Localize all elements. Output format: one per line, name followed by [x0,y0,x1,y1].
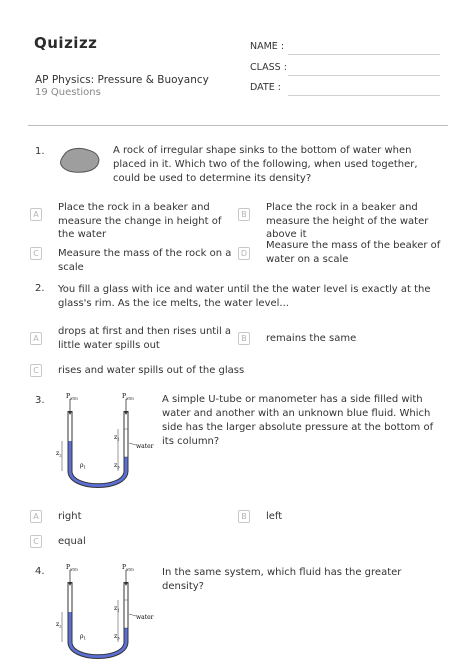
option-c-box[interactable]: C [30,364,42,377]
z2-label: $z_2$ [56,450,62,458]
p-atm-left-label: $P_{atm}$ [66,564,78,572]
z3-label: $z_3$ [114,462,120,470]
question-number: 4. [35,566,45,577]
option-c-box[interactable]: C [30,535,42,548]
option-a-box[interactable]: A [30,510,42,523]
question-text: A simple U-tube or manometer has a side filled with water and another with an unknown blue fluid. Which side has the larger absolute pressure at the bottom of its column? [162,394,434,447]
option-b-box[interactable]: B [238,510,250,523]
p-atm-right-label: $P_{atm}$ [122,393,134,401]
option-a-box[interactable]: A [30,208,42,221]
option-d-box[interactable]: D [238,247,250,260]
question-text: In the same system, which fluid has the greater density? [162,567,402,592]
u-tube-diagram [52,564,162,666]
z3-label: $z_3$ [114,633,120,641]
option-b-text[interactable]: remains the same [266,333,357,344]
date-field[interactable] [288,95,440,96]
rho-label: $\rho_1$ [80,633,87,641]
option-a-text[interactable]: drops at first and then rises until a little water spills out [58,326,232,351]
question-text: A rock of irregular shape sinks to the bottom of water when placed in it. Which two of the following, when used together, could be used to determine its density? [113,145,418,184]
class-label: CLASS : [250,62,287,73]
option-c-text[interactable]: equal [58,536,86,547]
question-number: 1. [35,146,45,157]
name-field[interactable] [288,54,440,55]
z2-label: $z_2$ [56,621,62,629]
p-atm-right-label: $P_{atm}$ [122,564,134,572]
rock-image [58,145,102,175]
option-d-text[interactable]: Measure the mass of the beaker of water on a scale [266,240,441,265]
z1-label: $z_1$ [114,434,120,442]
water-label: water [136,614,154,621]
p-atm-left-label: $P_{atm}$ [66,393,78,401]
question-text: You fill a glass with ice and water until the the water level is exactly at the glass's rim. As the ice melts, the water level... [58,284,431,309]
u-tube-diagram [52,393,162,495]
option-a-box[interactable]: A [30,332,42,345]
question-count: 19 Questions [35,87,101,98]
date-label: DATE : [250,82,281,93]
option-b-text[interactable]: left [266,511,283,522]
class-field[interactable] [288,75,440,76]
option-a-text[interactable]: right [58,511,82,522]
option-c-text[interactable]: rises and water spills out of the glass [58,365,245,376]
option-c-text[interactable]: Measure the mass of the rock on a scale [58,248,232,273]
z1-label: $z_1$ [114,605,120,613]
quizizz-logo: Quizizz [34,34,98,52]
option-b-box[interactable]: B [238,332,250,345]
option-b-text[interactable]: Place the rock in a beaker and measure the height of the water above it [266,202,429,240]
header-divider [28,125,448,126]
question-number: 2. [35,283,45,294]
option-c-box[interactable]: C [30,247,42,260]
name-label: NAME : [250,41,285,52]
question-number: 3. [35,395,45,406]
option-b-box[interactable]: B [238,208,250,221]
option-a-text[interactable]: Place the rock in a beaker and measure the change in height of the water [58,202,222,240]
rho-label: $\rho_1$ [80,462,87,470]
quiz-title: AP Physics: Pressure & Buoyancy [35,74,209,86]
water-label: water [136,443,154,450]
